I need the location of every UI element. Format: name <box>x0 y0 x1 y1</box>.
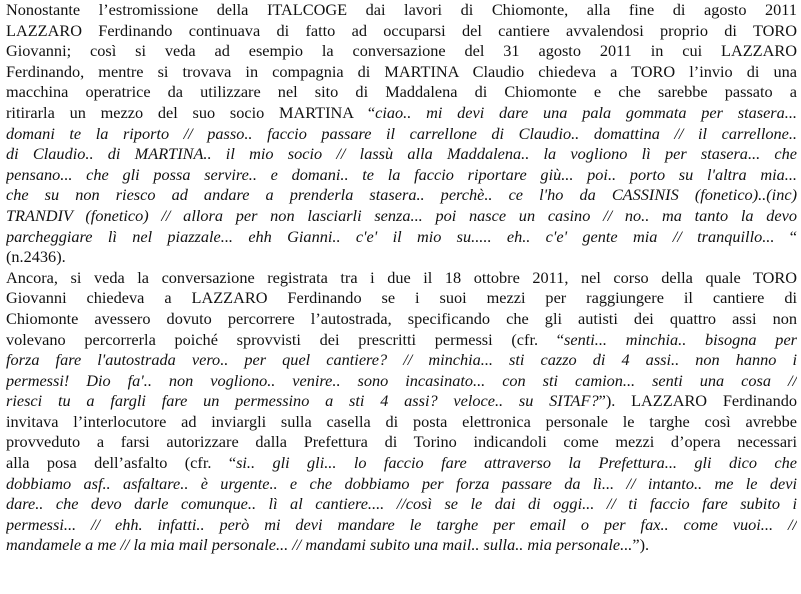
body-text: Chiomonte avessero dovuto percorrere l’autostrada, specificando che gli autisti dei quattro assi non <box>6 308 797 328</box>
quoted-transcript-text: permessi! Dio fa'.. non vogliono.. venire.. sono incasinato... con sti camion... senti una cosa // <box>6 370 797 390</box>
text-line <box>6 515 797 536</box>
quoted-transcript-text: permessi... // ehh. infatti.. però mi devi mandare le targhe per email o per fax.. come vuoi... // <box>6 514 797 534</box>
text-line <box>6 206 797 227</box>
text-line <box>6 165 797 186</box>
quoted-transcript-text: ciao.. mi devi dare una pala gommata per stasera... <box>375 102 797 122</box>
text-line <box>6 185 797 206</box>
paragraph <box>6 268 797 556</box>
body-text: ”). <box>632 535 650 555</box>
text-line <box>6 330 797 351</box>
paragraph <box>6 0 797 268</box>
text-line <box>6 432 797 453</box>
quoted-transcript-text: TRANDIV (fonetico) // allora per non lasciarli senza... poi nasce un casino // no.. ma tanto la devo <box>6 205 797 225</box>
quoted-transcript-text: di Claudio.. di MARTINA.. il mio socio // lassù alla Maddalena.. la vogliono lì per stasera... che <box>6 144 797 164</box>
quoted-transcript-text: senti... minchia.. bisogna per <box>564 329 797 349</box>
body-text: Ferdinando, mentre si trovava in compagnia di MARTINA Claudio chiedeva a TORO l’invio di una <box>6 61 797 81</box>
quoted-transcript-text: dobbiamo asf.. asfaltare.. è urgente.. e che dobbiamo per forza passare da lì... // intanto.. me le devi <box>6 473 797 493</box>
quoted-transcript-text: che su non riesco ad andare a prenderla stasera.. perchè.. ce l'ho da CASSINIS (fonetico)..(inc) <box>6 185 797 205</box>
text-line <box>6 41 797 62</box>
text-line <box>6 391 797 412</box>
quoted-transcript-text: parcheggiare lì nel piazzale... ehh Gianni.. c'e' il mio su..... eh.. c'e' gente mia // tranquillo... <box>6 226 775 246</box>
text-line <box>6 227 797 248</box>
quoted-transcript-text: domani te la riporto // passo.. faccio passare il carrellone di Claudio.. domattina // il carrellone.. <box>6 123 797 143</box>
text-line <box>6 247 797 268</box>
text-line <box>6 268 797 289</box>
quoted-transcript-text: pensano... che gli possa servire.. e domani.. te la faccio riportare giù... poi.. porto su l'altra mia... <box>6 164 797 184</box>
body-text: alla posa dell’asfalto (cfr. “ <box>6 453 237 473</box>
quoted-transcript-text: forza fare l'autostrada vero.. per quel cantiere? // minchia... sti cazzo di 4 assi.. non hanno i <box>6 350 797 370</box>
text-line <box>6 288 797 309</box>
quoted-transcript-text: dare.. che devo darle comunque.. lì al cantiere.... //così se le dai di oggi... // ti faccio fare subito i <box>6 494 797 514</box>
text-line <box>6 494 797 515</box>
body-text: provveduto a farsi autorizzare dalla Prefettura di Torino indicandoli come mezzi d’opera necessari <box>6 432 797 452</box>
text-line <box>6 453 797 474</box>
text-line <box>6 309 797 330</box>
body-text: Giovanni; così si veda ad esempio la conversazione del 31 agosto 2011 in cui LAZZARO <box>6 41 797 61</box>
body-text: ”). LAZZARO Ferdinando <box>598 391 797 411</box>
quoted-transcript-text: riesci tu a fargli fare un permessino a sti 4 assi? veloce.. su SITAF? <box>6 391 599 411</box>
body-text: ritirarla un mezzo del suo socio MARTINA “ <box>6 102 376 122</box>
text-line <box>6 350 797 371</box>
body-text: “ <box>774 226 797 246</box>
text-line <box>6 412 797 433</box>
text-line <box>6 474 797 495</box>
quoted-transcript-text: mandamele a me // la mia mail personale... // mandami subito una mail.. sulla.. mia personale... <box>6 535 633 555</box>
body-text: Ancora, si veda la conversazione registrata tra i due il 18 ottobre 2011, nel corso della quale TORO <box>6 267 797 287</box>
text-line <box>6 103 797 124</box>
text-line <box>6 0 797 21</box>
text-line <box>6 124 797 145</box>
text-line <box>6 371 797 392</box>
text-line <box>6 82 797 103</box>
body-text: macchina operatrice da utilizzare nel sito di Maddalena di Chiomonte e che sarebbe passato a <box>6 82 797 102</box>
body-text: volevano percorrerla poiché sprovvisti dei prescritti permessi (cfr. “ <box>6 329 565 349</box>
body-text: LAZZARO Ferdinando continuava di fatto ad occuparsi del cantiere avvalendosi proprio di TORO <box>6 20 797 40</box>
text-line <box>6 62 797 83</box>
text-line <box>6 21 797 42</box>
quoted-transcript-text: si.. gli gli... lo faccio fare attraverso la Prefettura... gli dico che <box>236 453 797 473</box>
text-line <box>6 535 797 556</box>
body-text: invitava l’interlocutore ad inviargli sulla casella di posta elettronica personale le targhe così avrebbe <box>6 411 797 431</box>
body-text: (n.2436). <box>6 247 66 267</box>
text-line <box>6 144 797 165</box>
body-text: Nonostante l’estromissione della ITALCOGE dai lavori di Chiomonte, alla fine di agosto 2011 <box>6 0 797 19</box>
body-text: Giovanni chiedeva a LAZZARO Ferdinando se i suoi mezzi per raggiungere il cantiere di <box>6 288 797 308</box>
